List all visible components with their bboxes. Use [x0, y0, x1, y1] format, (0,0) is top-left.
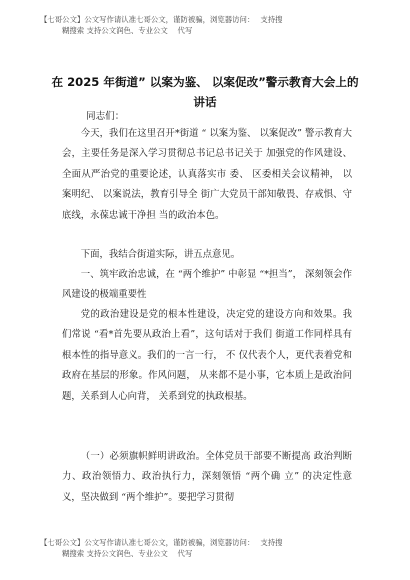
paragraph-subpoint-one: （一）必须旗帜鲜明讲政治。全体党员干部要不断提高 政治判断力、政治领悟力、政治执行力，深刻领悟 “两个确 立” 的决定性意义，坚决做到 “两个维护”。要把学习贯彻 — [62, 451, 352, 503]
header-watermark-line2: 糊搜索 支持公文润色、专业公文 代写 — [62, 26, 193, 35]
paragraph-opening: 今天，我们在这里召开*街道 “ 以案为鉴、 以案促改” 警示教育大会，主要任务是深入学习贯彻总书记总书记关于 加强党的作风建设、全面从严治党的重要论述，认真落实市 委、 区委相关会议精神， 以案明纪、 以案说法，教育引导全 街广大党员干部知敬畏、存戒惧、守底线，永葆忠诚干净担 当的政治本色。 — [62, 128, 352, 221]
footer-watermark-line1: 【七哥公文】公文写作请认准七哥公文，谨防被骗，浏览器访问： 支持搜 — [40, 538, 283, 547]
paragraph-political-building: 党的政治建设是党的根本性建设，决定党的建设方向和效果。我们常说 “看*首先要从政治上看”，这句话对于我们 街道工作同样具有根本性的指导意义。我们的一言一行， 不 仅代表个人，更代表着党和政府在基层的形象。作风问题， 从来都不是小事，它本质上是政治问题，关系到人心向背， 关系到党的执政根基。 — [62, 309, 352, 402]
document-title: 在 2025 年街道” 以案为鉴、 以案促改”警示教育大会上的讲话 — [51, 75, 359, 109]
header-watermark — [40, 14, 370, 36]
footer-watermark-line2: 糊搜索 支持公文润色、专业公文 代写 — [62, 549, 193, 558]
footer-watermark — [40, 537, 370, 559]
salutation: 同志们： — [86, 111, 125, 122]
paragraph-intro-points: 下面，我结合街道实际，讲五点意见。 — [80, 249, 241, 260]
section-heading-one: 一、筑牢政治忠诚，在 “两个维护” 中彰显 “*担当”， 深刻领会作风建设的极端重要性 — [62, 269, 352, 301]
header-watermark-line1: 【七哥公文】公文写作请认准七哥公文，谨防被骗，浏览器访问： 支持搜 — [40, 15, 283, 24]
